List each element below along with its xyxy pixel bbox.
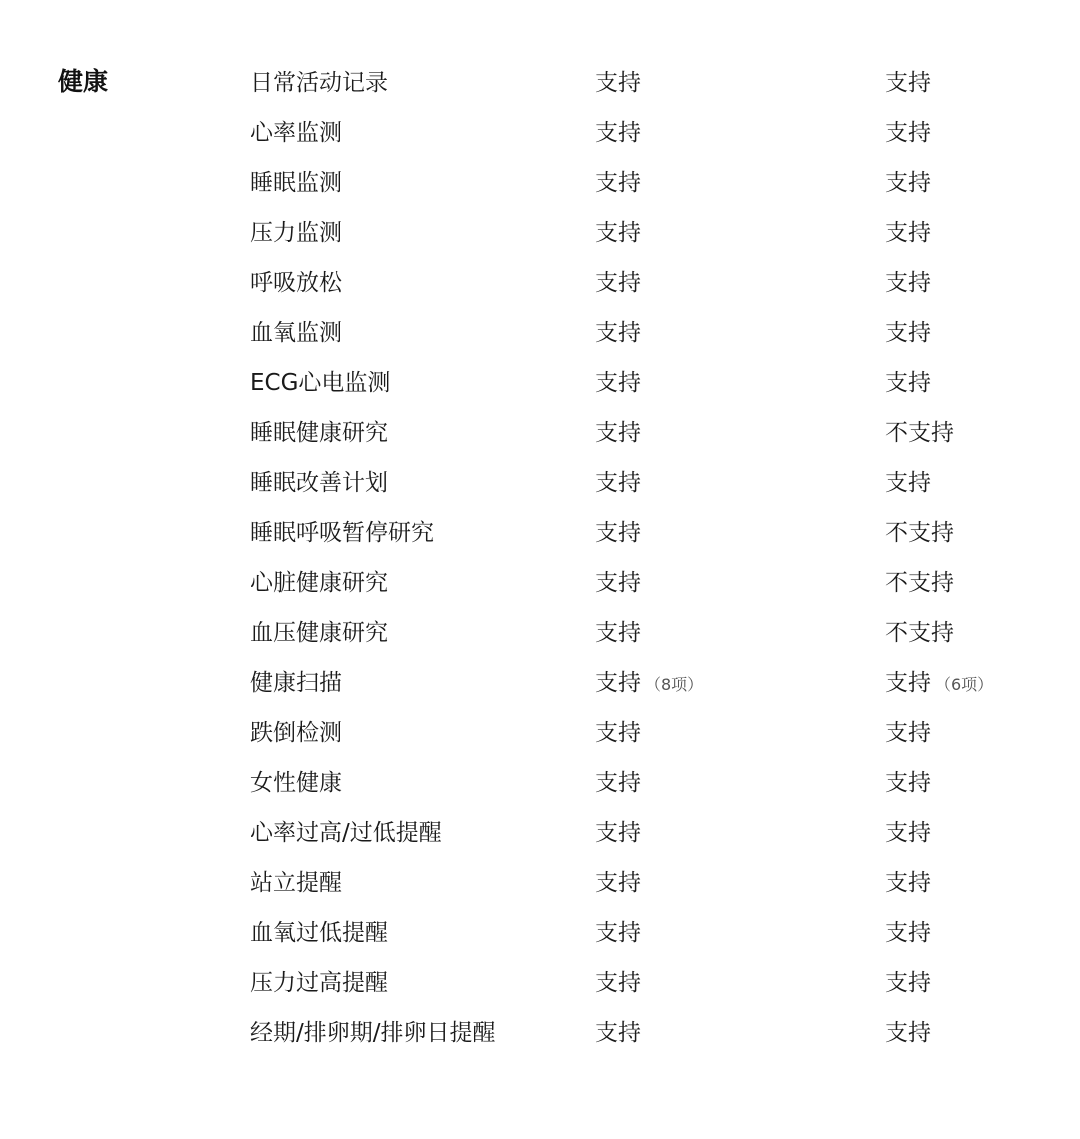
support-status: 支持 — [595, 820, 641, 846]
table-row — [0, 458, 1080, 508]
support-status: 支持 — [595, 320, 641, 346]
support-status: 支持 — [595, 120, 641, 146]
support-value-a — [595, 358, 641, 408]
support-status: 支持 — [885, 120, 931, 146]
support-status: 支持 — [885, 1020, 931, 1046]
table-row — [0, 158, 1080, 208]
support-value-b — [885, 1008, 931, 1058]
table-row — [0, 1008, 1080, 1058]
support-status: 支持 — [595, 870, 641, 896]
support-status: 支持 — [595, 770, 641, 796]
support-note: （8项） — [645, 675, 704, 694]
support-value-b — [885, 208, 931, 258]
feature-name: 睡眠呼吸暂停研究 — [250, 520, 434, 546]
support-status: 不支持 — [885, 420, 954, 446]
feature-name: 压力过高提醒 — [250, 970, 388, 996]
table-row — [0, 658, 1080, 708]
support-value-b — [885, 58, 931, 108]
feature-name: 睡眠改善计划 — [250, 470, 388, 496]
feature-name: 血氧过低提醒 — [250, 920, 388, 946]
support-value-b — [885, 158, 931, 208]
support-status: 支持 — [885, 820, 931, 846]
support-status: 支持 — [885, 970, 931, 996]
support-value-a — [595, 958, 641, 1008]
support-value-b — [885, 508, 954, 558]
support-status: 支持 — [885, 670, 931, 696]
support-status: 支持 — [595, 220, 641, 246]
support-status: 支持 — [885, 220, 931, 246]
table-row — [0, 108, 1080, 158]
support-status: 支持 — [595, 670, 641, 696]
feature-name: 睡眠监测 — [250, 170, 342, 196]
support-value-a — [595, 858, 641, 908]
feature-name: 跌倒检测 — [250, 720, 342, 746]
feature-name: 呼吸放松 — [250, 270, 342, 296]
support-value-b — [885, 708, 931, 758]
support-value-b — [885, 908, 931, 958]
feature-name: 心脏健康研究 — [250, 570, 388, 596]
support-value-a — [595, 558, 641, 608]
support-status: 支持 — [885, 320, 931, 346]
table-row — [0, 308, 1080, 358]
support-value-b — [885, 658, 993, 708]
support-value-a — [595, 708, 641, 758]
feature-name: 女性健康 — [250, 770, 342, 796]
support-status: 支持 — [595, 470, 641, 496]
feature-name: 日常活动记录 — [250, 70, 388, 96]
table-row — [0, 408, 1080, 458]
support-status: 不支持 — [885, 520, 954, 546]
feature-name: 血氧监测 — [250, 320, 342, 346]
support-value-a — [595, 758, 641, 808]
support-value-a — [595, 908, 641, 958]
support-value-a — [595, 808, 641, 858]
support-value-b — [885, 958, 931, 1008]
support-value-a — [595, 58, 641, 108]
table-row — [0, 608, 1080, 658]
support-value-a — [595, 308, 641, 358]
feature-name: ECG心电监测 — [250, 370, 391, 396]
support-value-a — [595, 508, 641, 558]
support-status: 支持 — [885, 270, 931, 296]
support-status: 支持 — [885, 170, 931, 196]
support-value-a — [595, 158, 641, 208]
support-value-a — [595, 608, 641, 658]
support-status: 支持 — [595, 570, 641, 596]
support-status: 不支持 — [885, 570, 954, 596]
support-value-a — [595, 408, 641, 458]
table-row — [0, 258, 1080, 308]
table-row — [0, 758, 1080, 808]
feature-name: 睡眠健康研究 — [250, 420, 388, 446]
feature-name: 健康扫描 — [250, 670, 342, 696]
support-status: 支持 — [595, 720, 641, 746]
support-value-a — [595, 458, 641, 508]
support-value-a — [595, 208, 641, 258]
support-status: 支持 — [885, 720, 931, 746]
support-status: 支持 — [595, 1020, 641, 1046]
table-row — [0, 58, 1080, 108]
feature-name: 血压健康研究 — [250, 620, 388, 646]
support-status: 支持 — [595, 520, 641, 546]
support-status: 支持 — [595, 370, 641, 396]
support-status: 支持 — [595, 170, 641, 196]
support-value-a — [595, 258, 641, 308]
category-heading: 健康 — [58, 67, 109, 96]
table-row — [0, 808, 1080, 858]
support-status: 支持 — [885, 370, 931, 396]
support-status: 不支持 — [885, 620, 954, 646]
support-note: （6项） — [935, 675, 994, 694]
support-status: 支持 — [885, 770, 931, 796]
support-value-b — [885, 358, 931, 408]
feature-name: 心率监测 — [250, 120, 342, 146]
table-row — [0, 908, 1080, 958]
table-row — [0, 208, 1080, 258]
support-value-b — [885, 108, 931, 158]
support-value-a — [595, 1008, 641, 1058]
support-value-b — [885, 858, 931, 908]
support-value-a — [595, 108, 641, 158]
support-status: 支持 — [595, 620, 641, 646]
feature-name: 压力监测 — [250, 220, 342, 246]
table-row — [0, 508, 1080, 558]
support-status: 支持 — [595, 970, 641, 996]
support-status: 支持 — [885, 920, 931, 946]
support-value-b — [885, 758, 931, 808]
support-status: 支持 — [885, 70, 931, 96]
support-value-b — [885, 258, 931, 308]
table-row — [0, 858, 1080, 908]
support-value-b — [885, 808, 931, 858]
table-row — [0, 558, 1080, 608]
support-value-b — [885, 308, 931, 358]
support-value-b — [885, 608, 954, 658]
support-status: 支持 — [595, 70, 641, 96]
support-value-a — [595, 658, 703, 708]
feature-name: 经期/排卵期/排卵日提醒 — [250, 1020, 496, 1046]
feature-name: 站立提醒 — [250, 870, 342, 896]
table-row — [0, 358, 1080, 408]
table-row — [0, 708, 1080, 758]
support-status: 支持 — [595, 420, 641, 446]
support-status: 支持 — [595, 920, 641, 946]
table-row — [0, 958, 1080, 1008]
support-status: 支持 — [595, 270, 641, 296]
support-value-b — [885, 408, 954, 458]
support-status: 支持 — [885, 870, 931, 896]
spec-rows — [0, 58, 1080, 1058]
support-status: 支持 — [885, 470, 931, 496]
support-value-b — [885, 458, 931, 508]
support-value-b — [885, 558, 954, 608]
feature-name: 心率过高/过低提醒 — [250, 820, 442, 846]
